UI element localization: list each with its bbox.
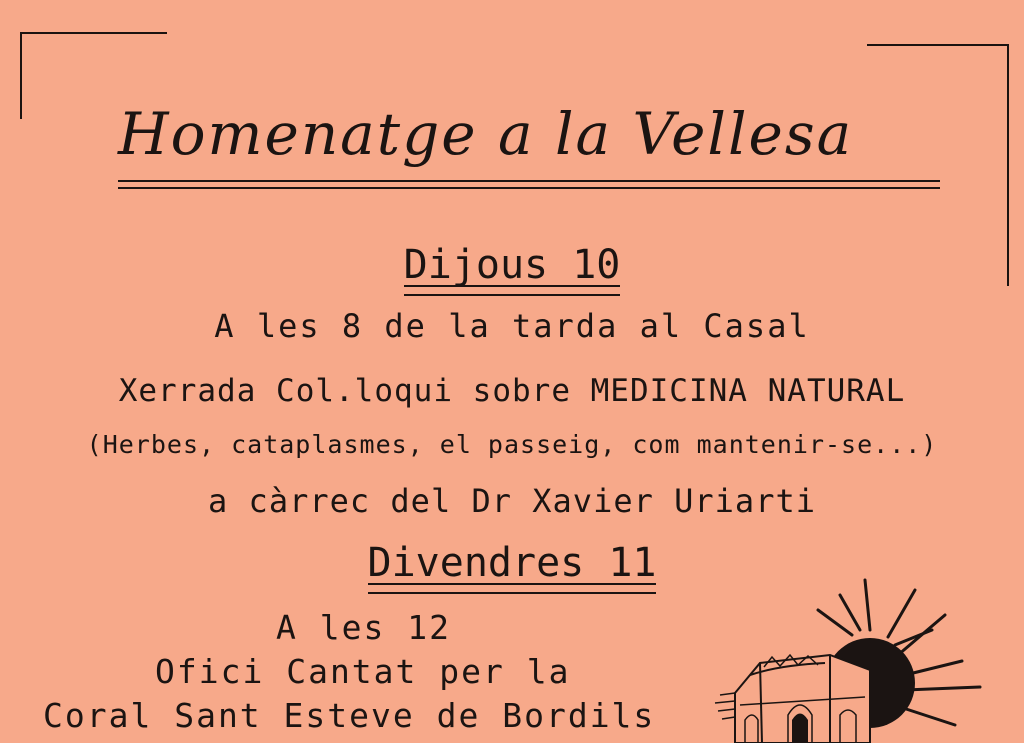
day2-event: Ofici Cantat per la	[155, 652, 571, 691]
day1-speaker: a càrrec del Dr Xavier Uriarti	[208, 482, 816, 520]
day1-heading-text: Dijous 10	[403, 242, 621, 288]
day2-heading-text: Divendres 11	[367, 540, 657, 586]
day1-heading	[0, 242, 1024, 290]
day1-time-place: A les 8 de la tarda al Casal	[214, 307, 810, 345]
poster-title: Homenatge a la Vellesa	[118, 100, 854, 168]
day1-talk: Xerrada Col.loqui sobre MEDICINA NATURAL	[118, 373, 906, 409]
day1-topics: (Herbes, cataplasmes, el passeig, com mantenir-se...)	[86, 430, 938, 459]
title-underline	[118, 180, 940, 182]
day2-time: A les 12	[276, 608, 451, 647]
day2-choir: Coral Sant Esteve de Bordils	[43, 696, 656, 735]
title-underline-second	[118, 187, 940, 189]
church-with-sun-icon	[700, 575, 1000, 743]
